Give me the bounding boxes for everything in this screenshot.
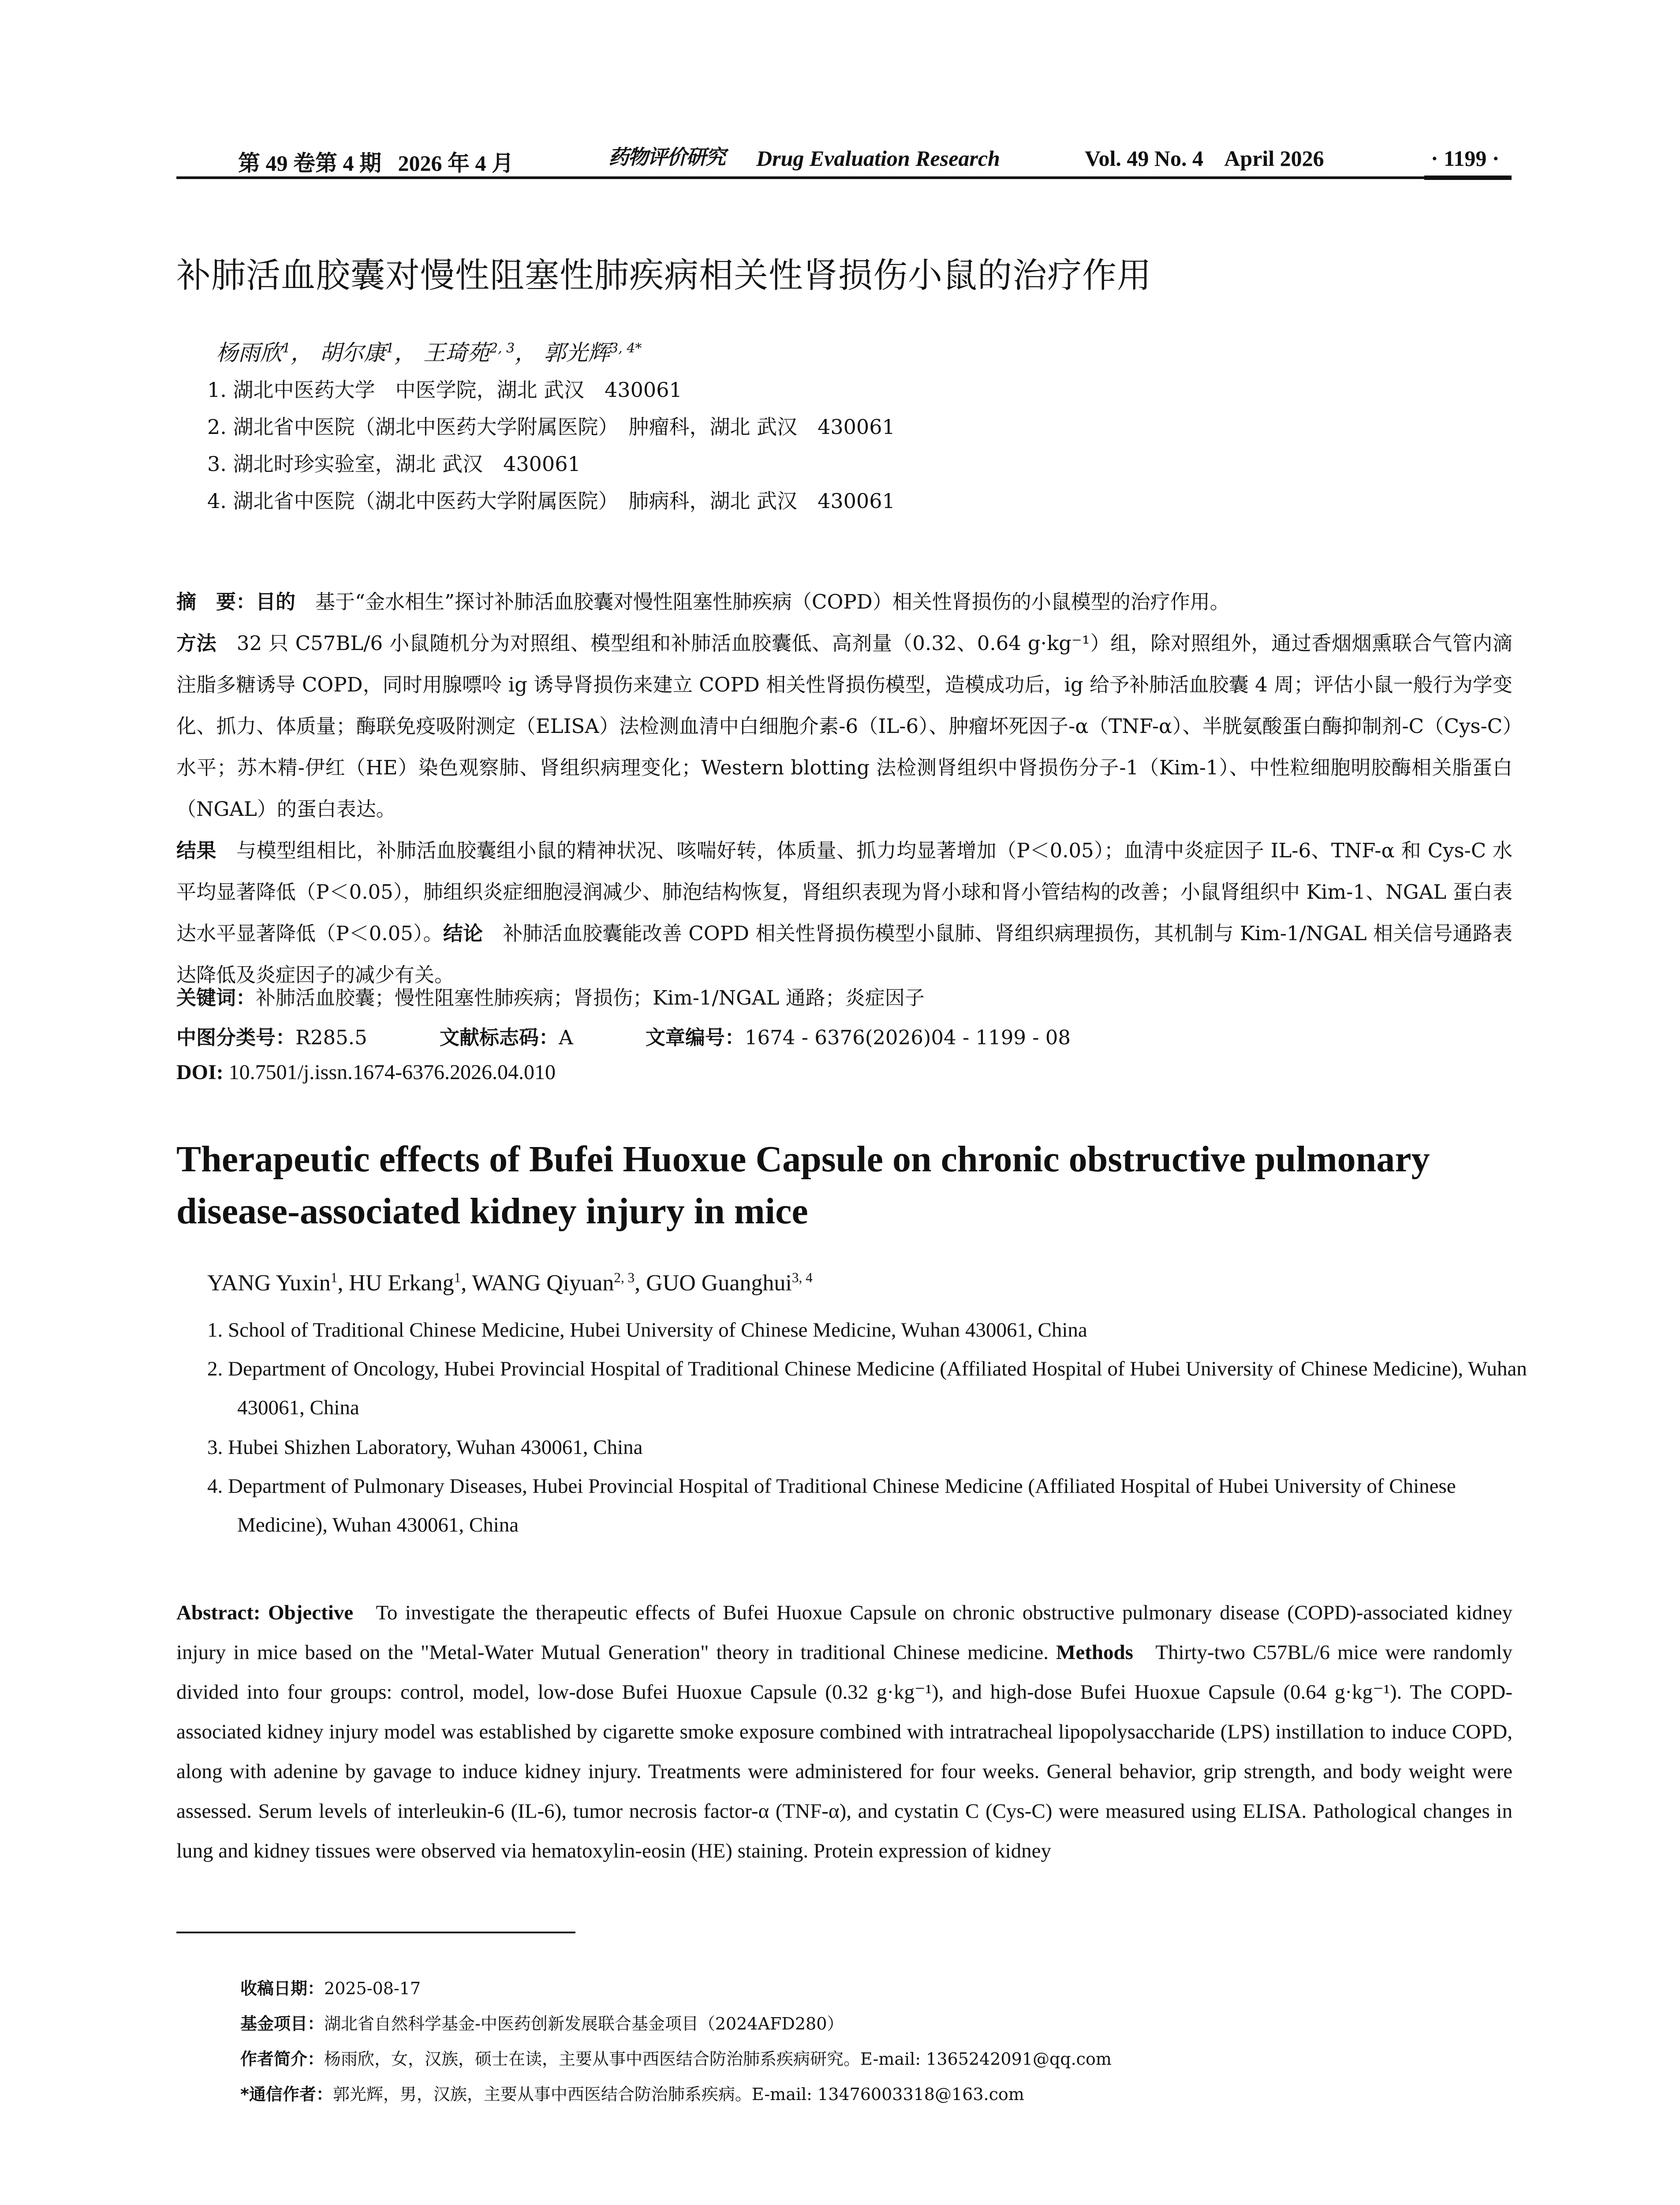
affiliation-en-1: 1. School of Traditional Chinese Medicine, Hubei University of Chinese Medicine, Wuhan 430061, China (207, 1319, 1087, 1342)
doi-label: DOI: (176, 1061, 224, 1084)
footnote-funding: 基金项目：湖北省自然科学基金-中医药创新发展联合基金项目（2024AFD280） (240, 2014, 844, 2033)
author: HU Erkang$^1$ (349, 1270, 461, 1296)
author: 杨雨欣$^1$ (216, 340, 291, 366)
author: 王琦苑$^{2, 3}$ (423, 340, 515, 366)
doc-code-label: 文献标志码： (440, 1026, 559, 1049)
objective-label-en: Objective (268, 1601, 354, 1624)
article-title-cn: 补肺活血胶囊对慢性阻塞性肺疾病相关性肾损伤小鼠的治疗作用 (176, 256, 1152, 295)
header-rule-thick (1424, 176, 1512, 180)
clc-label: 中图分类号： (176, 1026, 296, 1049)
objective-label: 目的 (256, 590, 296, 613)
methods-text-en: Thirty-two C57BL/6 mice were randomly divided into four groups: control, model, low-dose Bufei Huoxue Capsule (0.32 g·kg⁻¹), and high-dose Bufei Huoxue Capsule (0.64 g·kg⁻¹). The COPD-associated kidney injury model was established by cigarette smoke exposure combined with intratracheal lipopolysaccharide (LPS) instillation to induce COPD, along with adenine by gavage to induce kidney injury. Treatments were administered for four weeks. General behavior, grip strength, and body weight were assessed. Serum levels of interleukin-6 (IL-6), tumor necrosis factor-α (TNF-α), and cystatin C (Cys-C) were measured using ELISA. Pathological changes in lung and kidney tissues were observed via hematoxylin-eosin (HE) staining. Protein expression of kidney (176, 1641, 1512, 1862)
methods-label: 方法 (176, 632, 217, 655)
conclusion-label: 结论 (443, 922, 483, 945)
abstract-cn (176, 581, 1512, 996)
objective-text: 基于“金水相生”探讨补肺活血胶囊对慢性阻塞性肺疾病（COPD）相关性肾损伤的小鼠模型的治疗作用。 (315, 590, 1230, 613)
doi-link[interactable]: 10.7501/j.issn.1674-6376.2026.04.010 (228, 1061, 556, 1084)
methods-label-en: Methods (1056, 1641, 1133, 1664)
abstract-label-en: Abstract: (176, 1601, 261, 1624)
header-rule (176, 176, 1424, 179)
keywords-label: 关键词： (176, 986, 256, 1009)
author-list-en: YANG Yuxin$^1$, HU Erkang$^1$, WANG Qiyuan$^{2, 3}$, GUO Guanghui$^{3, 4}$ (207, 1270, 813, 1296)
results-label: 结果 (176, 839, 217, 862)
abstract-label: 摘 要： (176, 590, 256, 613)
affiliation-en-2: 2. Department of Oncology, Hubei Provincial Hospital of Traditional Chinese Medicine (Affiliated Hospital of Hubei University of Chinese Medicine), Wuhan 430061, China (207, 1357, 1527, 1419)
running-header (176, 140, 1512, 176)
author: YANG Yuxin$^1$ (207, 1270, 338, 1296)
author: GUO Guanghui$^{3, 4}$ (646, 1270, 813, 1296)
affiliation-cn-4: 4. 湖北省中医院（湖北中医药大学附属医院） 肺病科，湖北 武汉 430061 (207, 489, 895, 513)
article-no-label: 文章编号： (645, 1026, 745, 1049)
journal-logo: 药物评价研究 (609, 145, 725, 169)
author: 郭光辉$^{3, 4*}$ (544, 340, 642, 366)
author-list-cn: 杨雨欣$^1$， 胡尔康$^1$， 王琦苑$^{2, 3}$， 郭光辉$^{3, 4*}$ (216, 340, 642, 366)
issue-info-cn: 第 49 卷第 4 期 2026 年 4 月 (238, 151, 514, 176)
results-text: 与模型组相比，补肺活血胶囊组小鼠的精神状况、咳喘好转，体质量、抓力均显著增加（P＜0.05）；血清中炎症因子 IL-6、TNF-α 和 Cys-C 水平均显著降低（P＜0.05），肺组织炎症细胞浸润减少、肺泡结构恢复，肾组织表现为肾小球和肾小管结构的改善；小鼠肾组织中 Kim-1、NGAL 蛋白表达水平显著降低（P＜0.05）。 (176, 839, 1512, 945)
conclusion-text: 补肺活血胶囊能改善 COPD 相关性肾损伤模型小鼠肺、肾组织病理损伤，其机制与 Kim-1/NGAL 相关信号通路表达降低及炎症因子的减少有关。 (176, 922, 1512, 987)
doc-code-value: A (559, 1026, 573, 1049)
page-number: · 1199 · (1431, 146, 1500, 171)
footnote-author-bio: 作者简介：杨雨欣，女，汉族，硕士在读，主要从事中西医结合防治肺系疾病研究。E-mail: 1365242091@qq.com (240, 2049, 1112, 2069)
footnote-rule (176, 1932, 575, 1933)
keywords-text: 补肺活血胶囊；慢性阻塞性肺疾病；肾损伤；Kim-1/NGAL 通路；炎症因子 (256, 986, 925, 1009)
author: WANG Qiyuan$^{2, 3}$ (472, 1270, 635, 1296)
affiliation-cn-3: 3. 湖北时珍实验室，湖北 武汉 430061 (207, 452, 581, 476)
doi-line (176, 1060, 556, 1084)
footnote-received: 收稿日期：2025-08-17 (240, 1979, 421, 1998)
clc-value: R285.5 (295, 1026, 367, 1049)
objective-text-en: To investigate the therapeutic effects of Bufei Huoxue Capsule on chronic obstructive pulmonary disease (COPD)-associated kidney injury in mice based on the "Metal-Water Mutual Generation" theory in traditional Chinese medicine. (176, 1601, 1513, 1664)
footnote-corresponding: *通信作者：郭光辉，男，汉族，主要从事中西医结合防治肺系疾病。E-mail: 13476003318@163.com (240, 2085, 1024, 2104)
affiliation-en-3: 3. Hubei Shizhen Laboratory, Wuhan 430061, China (207, 1436, 643, 1459)
abstract-en (176, 1593, 1512, 1871)
journal-name: Drug Evaluation Research (756, 146, 1000, 171)
keywords-cn (176, 982, 925, 1010)
methods-text: 32 只 C57BL/6 小鼠随机分为对照组、模型组和补肺活血胶囊低、高剂量（0.32、0.64 g·kg⁻¹）组，除对照组外，通过香烟烟熏联合气管内滴注脂多糖诱导 COPD，同时用腺嘌呤 ig 诱导肾损伤来建立 COPD 相关性肾损伤模型，造模成功后，ig 给予补肺活血胶囊 4 周；评估小鼠一般行为学变化、抓力、体质量；酶联免疫吸附测定（ELISA）法检测血清中白细胞介素-6（IL-6）、肿瘤坏死因子-α（TNF-α）、半胱氨酸蛋白酶抑制剂-C（Cys-C）水平；苏木精-伊红（HE）染色观察肺、肾组织病理变化；Western blotting 法检测肾组织中肾损伤分子-1（Kim-1）、中性粒细胞明胶酶相关脂蛋白（NGAL）的蛋白表达。 (176, 632, 1512, 821)
affiliation-cn-1: 1. 湖北中医药大学 中医学院，湖北 武汉 430061 (207, 378, 682, 402)
article-no-value: 1674 - 6376(2026)04 - 1199 - 08 (744, 1026, 1071, 1049)
classification-line (176, 1021, 1071, 1050)
author: 胡尔康$^1$ (320, 340, 395, 366)
article-title-en: Therapeutic effects of Bufei Huoxue Capsule on chronic obstructive pulmonary disease-associated kidney injury in mice (176, 1139, 1430, 1232)
volume-issue-en: Vol. 49 No. 4 April 2026 (1085, 146, 1324, 171)
affiliation-cn-2: 2. 湖北省中医院（湖北中医药大学附属医院） 肿瘤科，湖北 武汉 430061 (207, 415, 895, 439)
affiliation-en-4: 4. Department of Pulmonary Diseases, Hubei Provincial Hospital of Traditional Chinese Medicine (Affiliated Hospital of Hubei University of Chinese Medicine), Wuhan 430061, China (207, 1475, 1456, 1536)
